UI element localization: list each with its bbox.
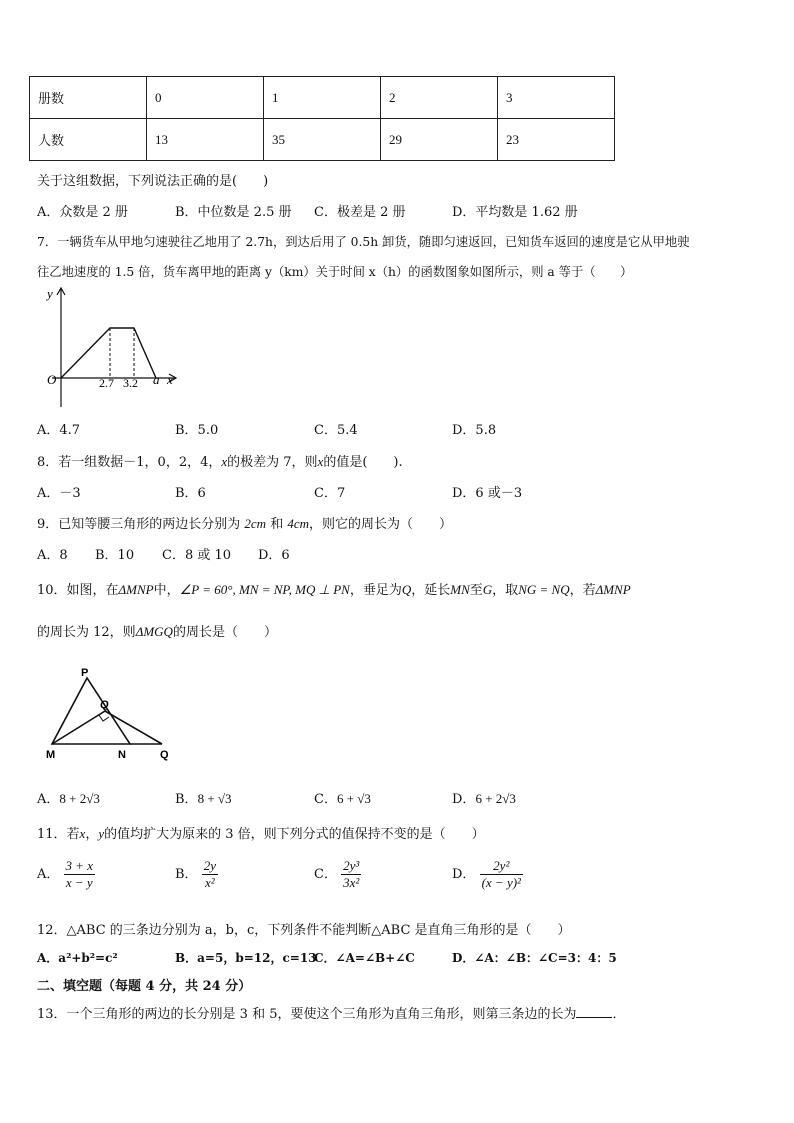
- q11-var-y: y: [98, 826, 105, 841]
- q11-stem: [37, 823, 485, 842]
- q10-triangle-figure: [40, 664, 180, 764]
- q10-option-b-value: 8 + √3: [197, 791, 232, 806]
- q10-stem-line2: [37, 621, 277, 640]
- q10-text-d: ，延长: [411, 583, 451, 598]
- q6-option-c: C．极差是 2 册: [314, 205, 406, 220]
- q8-option-a: A．－3: [37, 486, 81, 501]
- section-title-fill-in: 二、填空题（每题 4 分，共 24 分）: [37, 979, 252, 994]
- q10-tri-mgq: ΔMGQ: [135, 624, 173, 639]
- stats-table: [29, 76, 615, 161]
- table-cell: 35: [264, 119, 381, 161]
- q10-ng-nq: NG = NQ: [518, 582, 570, 597]
- table-cell: 1: [264, 77, 381, 119]
- q11-fraction-a: $\frac{3 + x}{x - y}$: [65, 858, 94, 890]
- q10-point-g: G: [482, 582, 493, 597]
- q10-label-n: N: [118, 749, 126, 761]
- q7-stem-line1: 7．一辆货车从甲地匀速驶往乙地用了 2.7h，到达后用了 0.5h 卸货，随即匀速返回，已知货车返回的速度是它从甲地驶: [37, 235, 690, 249]
- q7-option-d: D．5.8: [452, 423, 497, 438]
- q10-text-h: 的周长为 12，则: [37, 625, 136, 640]
- q9-value-2: 4cm: [287, 516, 310, 531]
- table-cell: 0: [147, 77, 264, 119]
- q10-condition: ∠P = 60°, MN = NP, MQ ⊥ PN: [179, 582, 350, 597]
- q8-var-x2: x: [317, 454, 324, 469]
- q10-tri-mnp: ΔMNP: [118, 582, 154, 597]
- q10-option-b: B．8 + √3: [175, 791, 232, 807]
- q8-option-c: C．7: [314, 486, 346, 501]
- q11-option-c: C． $\frac{\text{2y³}}{\text{3x²}}$: [314, 858, 360, 890]
- q7-tick-2-7: 2.7: [99, 376, 114, 390]
- table-cell: 29: [381, 119, 498, 161]
- q6-option-b: B．中位数是 2.5 册: [175, 205, 292, 220]
- q10-text-f: ，取: [492, 583, 519, 598]
- q8-stem-a: 8．若一组数据－1，0，2，4，: [37, 455, 222, 470]
- q9-option-a: A．8: [37, 548, 68, 563]
- table-cell: 人数: [30, 119, 147, 161]
- q8-stem: [37, 451, 403, 470]
- q11-option-d: D． $\frac{\text{2y²}}{\text{(x − y)²}}$: [452, 858, 521, 890]
- table-cell: 3: [498, 77, 615, 119]
- q11-text-a: 11．若: [37, 827, 80, 842]
- q7-distance-time-graph: [40, 283, 190, 411]
- q9-stem-b: 和: [266, 517, 288, 532]
- table-cell: 13: [147, 119, 264, 161]
- q12-option-d: D．∠A：∠B：∠C=3：4：5: [452, 951, 617, 965]
- q8-stem-c: 的值是( ).: [323, 455, 403, 470]
- q7-option-a: A．4.7: [37, 423, 81, 438]
- q9-option-b: B．10: [95, 548, 135, 563]
- q12-option-b: B．a=5，b=12，c=13: [175, 951, 317, 965]
- q11-fraction-b: $\frac{2y}{\text{x²}}$: [203, 858, 216, 890]
- q7-tick-a: a: [153, 372, 160, 387]
- q9-stem: [37, 513, 452, 532]
- q10-label-m: M: [46, 749, 56, 761]
- q9-option-c: C．8 或 10: [162, 548, 232, 563]
- q11-fraction-c: $\frac{\text{2y³}}{\text{3x²}}$: [343, 858, 360, 890]
- q10-option-c-value: 6 + √3: [336, 791, 371, 806]
- q10-label-q2: Q: [160, 749, 169, 761]
- q7-option-c: C．5.4: [314, 423, 358, 438]
- table-row: [30, 77, 615, 119]
- q10-text-g: ，若: [569, 583, 596, 598]
- q7-tick-3-2: 3.2: [123, 376, 138, 390]
- q9-option-d: D．6: [258, 548, 290, 563]
- q10-text-c: ，垂足为: [349, 583, 402, 598]
- q10-tri-mnp-2: ΔMNP: [595, 582, 631, 597]
- q6-stem: 关于这组数据，下列说法正确的是( ): [37, 174, 269, 189]
- q10-option-d-value: 6 + 2√3: [475, 791, 516, 806]
- q10-label-q: Q: [100, 699, 109, 711]
- q10-text-i: 的周长是（ ）: [172, 625, 277, 640]
- q11-option-a: A． $\frac{3 + x}{x - y}$: [37, 858, 94, 890]
- q8-var-x: x: [221, 454, 228, 469]
- q11-option-b: B． $\frac{2y}{\text{x²}}$: [175, 858, 216, 890]
- q8-option-d: D．6 或－3: [452, 486, 523, 501]
- q8-stem-b: 的极差为 7，则: [227, 455, 318, 470]
- q9-value-1: 2cm: [244, 516, 267, 531]
- q6-option-a: A．众数是 2 册: [37, 205, 128, 220]
- q13-end: ．: [612, 1007, 626, 1022]
- q10-option-d: D．6 + 2√3: [452, 791, 516, 807]
- table-row: [30, 119, 615, 161]
- q10-label-p: P: [81, 667, 89, 679]
- q7-origin-label: O: [47, 372, 57, 387]
- q10-option-a-value: 8 + 2√3: [59, 791, 100, 806]
- q11-sep: ，: [85, 827, 99, 842]
- q8-option-b: B．6: [175, 486, 206, 501]
- q10-seg-mn: MN: [450, 582, 470, 597]
- q9-stem-a: 9．已知等腰三角形的两边长分别为: [37, 517, 245, 532]
- q7-option-b: B．5.0: [175, 423, 219, 438]
- q10-point-q: Q: [401, 582, 412, 597]
- q10-stem-line1: [37, 579, 631, 598]
- q10-text-e: 至: [469, 583, 483, 598]
- q12-option-c: C．∠A=∠B+∠C: [314, 951, 415, 965]
- q7-x-label: x: [167, 372, 173, 387]
- q13-text: 13．一个三角形的两边的长分别是 3 和 5，要使这个三角形为直角三角形，则第三条边的长为: [37, 1007, 577, 1022]
- table-cell: 2: [381, 77, 498, 119]
- q11-fraction-d: $\frac{\text{2y²}}{\text{(x − y)²}}$: [481, 858, 521, 890]
- q6-option-d: D．平均数是 1.62 册: [452, 205, 578, 220]
- q10-option-a: A．8 + 2√3: [37, 791, 100, 807]
- q10-option-c: C．6 + √3: [314, 791, 371, 807]
- q12-stem: 12．△ABC 的三条边分别为 a，b，c，下列条件不能判断△ABC 是直角三角形的是（ ）: [37, 923, 571, 938]
- table-cell: 23: [498, 119, 615, 161]
- table-cell: 册数: [30, 77, 147, 119]
- q12-option-a: A．a²+b²=c²: [37, 951, 118, 965]
- q9-stem-c: ，则它的周长为（ ）: [309, 517, 453, 532]
- q10-text-b: 中，: [153, 583, 180, 598]
- q10-text-a: 10．如图，在: [37, 583, 119, 598]
- q13-stem: [37, 1003, 626, 1022]
- q13-answer-blank[interactable]: [576, 1017, 612, 1018]
- q11-text-b: 的值均扩大为原来的 3 倍，则下列分式的值保持不变的是（ ）: [104, 827, 485, 842]
- q11-var-x: x: [79, 826, 86, 841]
- q7-stem-line2: 往乙地速度的 1.5 倍，货车离甲地的距离 y（km）关于时间 x（h）的函数图象如图所示，则 a 等于（ ）: [37, 265, 633, 279]
- q7-y-label: y: [47, 286, 53, 301]
